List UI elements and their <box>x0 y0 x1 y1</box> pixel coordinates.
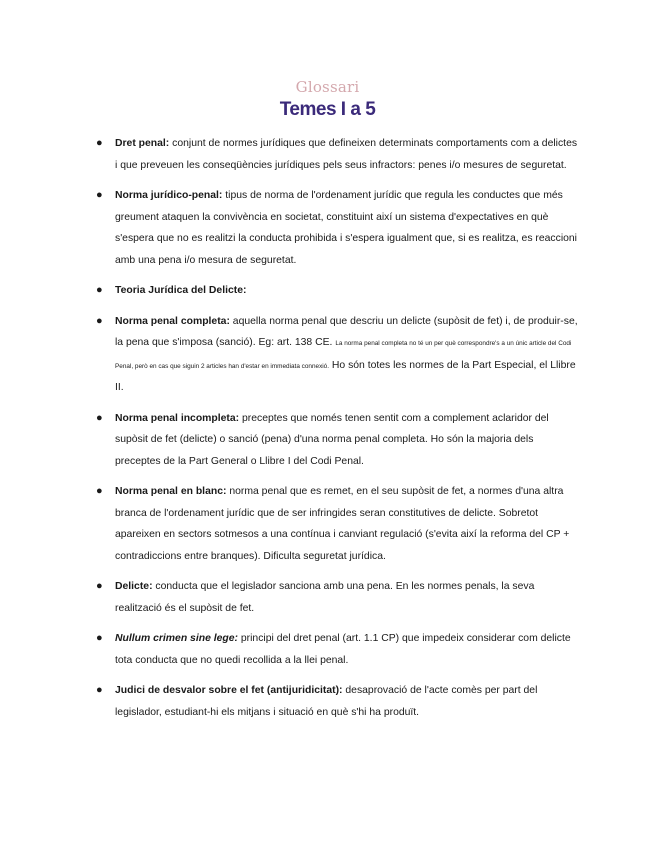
glossary-note: La norma penal completa no té un per què correspondre's a un únic article del Codi Penal, però en cas que siguin 2 articles han d'estar en immediata connexió. <box>115 340 572 370</box>
glossary-item-teoria-juridica <box>0 280 655 302</box>
glossary-definition: principi del dret penal (art. 1.1 CP) que impedeix considerar com delicte tota conducta que no quedi recollida a la llei penal. <box>115 633 571 666</box>
glossary-term: Dret penal: <box>115 138 170 149</box>
bullet-icon: ● <box>96 137 103 149</box>
glossary-item-norma-penal-completa <box>0 311 655 399</box>
glossary-term: Delicte: <box>115 581 153 592</box>
glossary-definition: norma penal que es remet, en el seu supòsit de fet, a normes d'una altra branca de l'ordenament jurídic que de ser infringides seran constitutives de delicte. Sobretot apareixen en sectors sotmesos a una contínua i canviant regulació (s'evita així la reforma del CP + contradiccions entre branques). Dificulta seguretat jurídica. <box>115 486 570 562</box>
glossary-definition: tipus de norma de l'ordenament jurídic que regula les conductes que més greument ataquen la convivència en societat, constituint així un sistema d'expectatives en què s'espera que no es realitzi la conducta prohibida i s'espera igualment que, si es realitza, es reaccioni amb una pena i/o mesura de seguretat. <box>115 190 577 266</box>
glossary-item-judici-desvalor <box>0 680 655 723</box>
glossary-definition: conducta que el legislador sanciona amb una pena. En les normes penals, la seva realització és el supòsit de fet. <box>115 581 535 614</box>
glossary-definition: conjunt de normes jurídiques que defineixen determinats comportaments com a delictes i que preveuen les conseqüències jurídiques pels seus infractors: penes i/o mesures de seguretat. <box>115 138 578 171</box>
glossary-term: Norma penal completa: <box>115 315 230 327</box>
glossary-term: Judici de desvalor sobre el fet (antijuridicitat): <box>115 685 343 696</box>
glossary-definition: desaprovació de l'acte comès per part del legislador, estudiant-hi els mitjans i situació en què s'hi ha produït. <box>115 685 538 718</box>
glossary-term: Norma penal incompleta: <box>115 412 240 424</box>
glossary-item-norma-penal-incompleta <box>0 408 655 473</box>
bullet-icon: ● <box>96 314 103 327</box>
bullet-icon: ● <box>96 580 103 592</box>
bullet-icon: ● <box>96 684 103 696</box>
glossary-item-nullum-crimen <box>0 628 655 671</box>
bullet-icon: ● <box>96 632 103 644</box>
glossary-list <box>0 133 655 732</box>
glossary-item-dret-penal <box>0 133 655 176</box>
glossary-item-norma-juridico-penal <box>0 185 655 271</box>
glossary-item-delicte <box>0 576 655 619</box>
glossary-definition: aquella norma penal que descriu un delicte (supòsit de fet) i, de produir-se, la pena que s'imposa (sanció). Eg: art. 138 CE. <box>115 315 578 348</box>
glossary-item-norma-penal-en-blanc <box>0 481 655 567</box>
bullet-icon: ● <box>96 485 103 497</box>
glossary-term: Norma jurídico-penal: <box>115 190 223 201</box>
bullet-icon: ● <box>96 284 103 296</box>
glossary-definition-continued: Ho són totes les normes de la Part Especial, el Llibre II. <box>115 359 576 393</box>
document-header <box>0 78 655 122</box>
glossary-definition: preceptes que només tenen sentit com a complement aclaridor del supòsit de fet (delicte) o sanció (pena) d'una norma penal completa. Ho són la majoria dels preceptes de la Part General o Llibre I del Codi Penal. <box>115 412 549 467</box>
document-kicker: Glossari <box>295 78 360 96</box>
glossary-term: Nullum crimen sine lege: <box>115 633 238 644</box>
bullet-icon: ● <box>96 189 103 201</box>
document-title: Temes I a 5 <box>279 99 376 120</box>
bullet-icon: ● <box>96 411 103 424</box>
glossary-term: Teoria Jurídica del Delicte: <box>115 285 247 296</box>
glossary-term: Norma penal en blanc: <box>115 486 227 497</box>
